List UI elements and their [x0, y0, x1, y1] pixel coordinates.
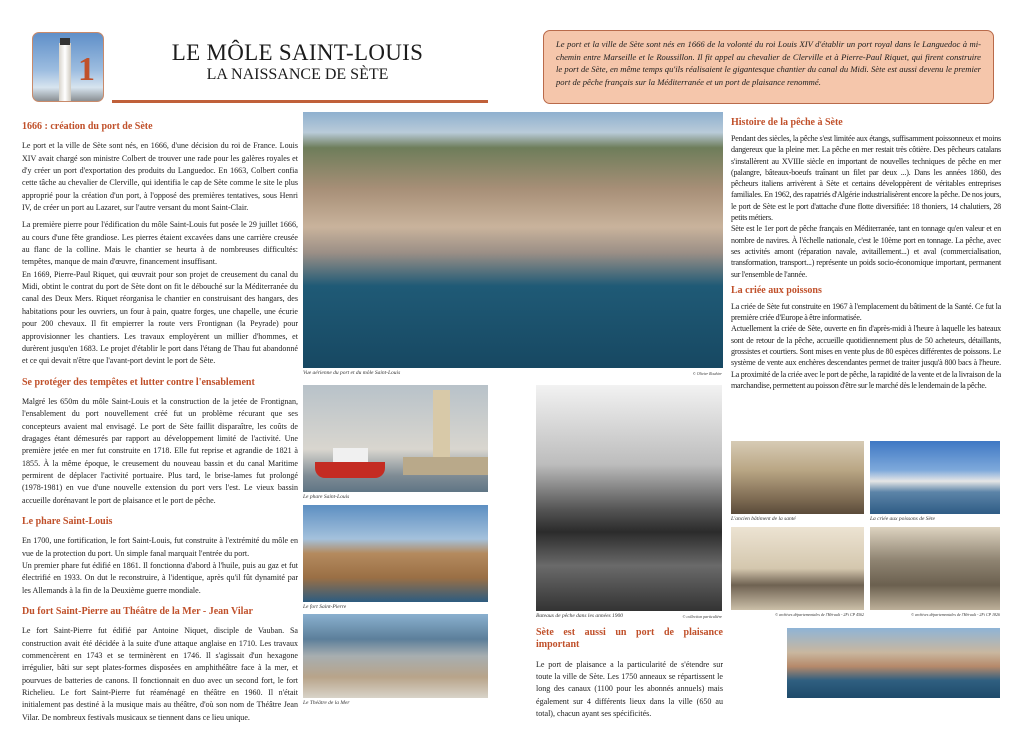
photo-credit: © archives départementales de l'Hérault - 2Fi CP 4562	[775, 612, 864, 617]
photo-credit: © archives départementales de l'Hérault - 2Fi CP 1826	[911, 612, 1000, 617]
paragraph: Actuellement la criée de Sète, ouverte en fin d'après-midi à l'heure à laquelle les bateaux sont de retour de la pêche, accueille quotidiennement plus de 50 acheteurs, détaillants, grossistes et courtiers. Sont mises en vente plus de 80 espèces différentes de poissons. Le système de vente aux enchères descendantes permet de traiter jusqu'à 800 bacs à l'heure. La proximité de la criée avec le port de pêche, la rapidité de la vente et de la livraison de la marchandise, permettent au poisson d'être sur le marché dès le lendemain de la pêche.	[731, 324, 1001, 390]
section-heading: Se protéger des tempêtes et lutter contre l'ensablement	[22, 376, 255, 388]
right-column	[731, 117, 1001, 396]
historic-boats-photo	[536, 385, 722, 611]
photo-caption: Le phare Saint-Louis	[303, 494, 350, 500]
paragraph: La première pierre pour l'édification du môle Saint-Louis fut posée le 29 juillet 1666, au cours d'une fête grandiose. Les pierres étaient excavées dans une carrière creusée au flanc de la colline. Mais le chantier se heurta à de nombreuses difficultés: tempêtes, manque de main d'œuvre, financement insuffisant.	[22, 220, 298, 267]
sailboats-postcard	[731, 527, 864, 610]
section-heading: La criée aux poissons	[731, 284, 822, 296]
paragraph: Le port et la ville de Sète sont nés, en 1666, d'une décision du roi de France. Louis XIV avait chargé son ministre Colbert de trouver une rade pour les galères royales et d'y créer un port d'exportation des produits du Languedoc. En 1663, Colbert confia cette tâche au chevalier de Clerville, qui identifia le cap de Sète comme le site le plus approprié pour la création d'un port, à l'opposé des premières tentatives, sous Henri IV, de créer un port au Lazaret, sur l'autre versant du mont Saint-Clair.	[22, 141, 298, 213]
photo-caption: Vue aérienne du port et du môle Saint-Louis	[303, 370, 401, 376]
section-heading: 1666 : création du port de Sète	[22, 121, 153, 132]
paragraph: En 1669, Pierre-Paul Riquet, qui œuvrait pour son projet de creusement du canal du Midi, obtint le contrat du port de Sète dont on fit le débouché sur la Méditerranée du canal des Deux Mers. Riquet réorganisa le chantier en construisant des hangars, des habitations pour les ouvriers, un four à pain, quatre forges, une chapelle, une écurie pour 200 chevaux. Il fit empierrer la route vers Frontignan (la Peyrade) pour approvisionner les chantiers. Les travaux employèrent un millier d'hommes, et durèrent jusqu'en 1683. Le projet d'établir le port dans l'étang de Thau fut abandonné et ce qui devait n'être que l'avant-port devint le port de Sète.	[22, 269, 298, 366]
section-heading: Sète est aussi un port de plaisance important	[536, 627, 723, 651]
section-heading: Histoire de la pêche à Sète	[731, 117, 843, 128]
photo-credit: © collection particulière	[682, 614, 722, 619]
paragraph: Pendant des siècles, la pêche s'est limitée aux étangs, suffisamment poissonneux et moins dangereux que la pleine mer. La pêche en mer restait très côtière. Des pêcheurs catalans s'installèrent au XVIIIe siècle en important de nouvelles techniques de pêche en mer (palangre, bâteaux-boeufs traînant un filet par deux ...). Dans les années 1860, des pêcheurs italiens arrivèrent à Sète et certains développèrent de véritables entreprises familiales. En 1962, des rapatriés d'Algérie industrialisèrent encore la pêche. De nos jours, le port de Sète est le port d'attache d'une flotte diversifiée: 18 thoniers, 14 chalutiers, 28 petits métiers.	[731, 134, 1001, 223]
page-subtitle: LA NAISSANCE DE SÈTE	[206, 66, 389, 83]
phare-photo	[303, 385, 488, 492]
criee-photo	[870, 441, 1000, 514]
section-peche	[731, 117, 1001, 280]
section-ensablement	[22, 377, 298, 507]
photo-caption: Le fort Saint-Pierre	[303, 604, 347, 610]
section-heading: Le phare Saint-Louis	[22, 515, 113, 527]
paragraph: Le fort Saint-Pierre fut édifié par Antoine Niquet, disciple de Vauban. Sa construction avait été décidée à la suite d'une attaque anglaise en 1710. Les travaux commencèrent en 1743 et se terminèrent en 1746. Il s'agissait d'un hexagone irrégulier, bâti sur sept plates-formes disposées en amphithéâtre face à la mer, et pourvues de batteries de canons. Il fonctionnait en duo avec un second fort, le fort Richelieu. Le fort Saint-Pierre fut réaménagé en théâtre en 1960. Il n'était initialement pas destiné à la musique mais au théâtre, d'où son nom de Théâtre Jean Vilar. De nombreux festivals musicaux se tiennent dans ce lieu unique.	[22, 626, 298, 722]
marina-photo	[787, 628, 1000, 698]
left-column	[22, 121, 298, 733]
photo-caption: L'ancien bâtiment de la santé	[731, 516, 796, 522]
section-fort	[22, 606, 298, 724]
intro-box: Le port et la ville de Sète sont nés en 1666 de la volonté du roi Louis XIV d'établir un port royal dans le Languedoc à mi-chemin entre Marseille et le Roussillon. Il fit appel au chevalier de Clerville et à Pierre-Paul Riquet, qui firent construire le port de Sète, en même temps qu'ils réalisaient le gigantesque chantier du canal du Midi. Sète est aussi devenu le premier port de pêche français sur la Méditerranée et un port de plaisance renommé.	[543, 30, 994, 104]
section-number: 1	[78, 51, 95, 88]
section-number-badge	[32, 32, 104, 102]
section-criee	[731, 285, 1001, 391]
boat-cabin-shape	[333, 448, 368, 462]
paragraph: Un premier phare fut édifié en 1861. Il fonctionna d'abord à l'huile, puis au gaz et fut électrifié en 1933. On dut le reconstruire, à l'identique, après qu'il fût dynamité par les Allemands à la fin de la Deuxième guerre mondiale.	[22, 561, 298, 595]
section-creation	[22, 121, 298, 368]
lighthouse-lantern	[60, 38, 70, 45]
paragraph: La criée de Sète fut construite en 1967 à l'emplacement du bâtiment de la Santé. Ce fut la première criée d'Europe à être informatisée.	[731, 301, 1001, 323]
paragraph: Le port de plaisance a la particularité de s'étendre sur toute la ville de Sète. Les 1750 anneaux se répartissent le long des canaux (1100 pour les abonnés annuels) mais également sur 4 différents lieux dans la ville (650 au total), chacun ayant ses spécificités.	[536, 659, 723, 719]
section-phare	[22, 516, 298, 597]
fort-photo	[303, 505, 488, 602]
paragraph: En 1700, une fortification, le fort Saint-Louis, fut construite à l'extrémité du môle en vue de la protection du port. Un simple fanal marquait l'entrée du port.	[22, 536, 298, 558]
title-divider	[112, 100, 488, 103]
aerial-port-photo	[303, 112, 723, 368]
photo-credit: © Olivier Rouhier	[692, 371, 722, 376]
lighthouse-image	[59, 43, 71, 101]
photo-caption: Bateaux de pêche dans les années 1900	[536, 613, 624, 619]
sante-building-photo	[731, 441, 864, 514]
photo-caption: La criée aux poissons de Sète	[870, 516, 935, 522]
paragraph: Malgré les 650m du môle Saint-Louis et la construction de la jetée de Frontignan, l'ensablement du port nouvellement créé fut un problème récurant que ses concepteurs avaient mal envisagé. Le port de Sète faillit disparaître, les coûts de dragages étant démesurés par rapport au développement limité de l'activité. Une première jetée en mer fut construite en 1718. Elle fut reprise et agrandie de 1821 à 1855. À la même époque, le creusement du nouveau bassin et du canal Maritime permirent de déplacer l'activité portuaire. Plus tard, le brise-lames fut prolongé (1978-1981) en vue d'une nouvelle extension du port vers l'est. Le vieux bassin accueille dorénavant le port de plaisance et le port de pêche.	[22, 396, 298, 505]
paragraph: Sète est le 1er port de pêche français en Méditerranée, tant en tonnage qu'en valeur et en nombre de navires. À l'échelle nationale, c'est le 10ème port en tonnage. La pêche, avec ses activités amont (réparation navale, avitaillement...) et aval (commercialisation, transformation, transport...) représente un poids socio-économique important, permanent sur l'ensemble de l'année.	[731, 224, 1001, 279]
section-heading: Du fort Saint-Pierre au Théâtre de la Mer - Jean Vilar	[22, 606, 253, 618]
lighthouse-shape	[433, 390, 450, 460]
jetty-shape	[403, 457, 488, 475]
theatre-photo	[303, 614, 488, 698]
section-plaisance	[536, 627, 723, 725]
page-title: LE MÔLE SAINT-LOUIS	[171, 40, 424, 65]
photo-caption: Le Théâtre de la Mer	[303, 700, 350, 706]
boat-hull-shape	[315, 462, 385, 478]
fish-market-postcard	[870, 527, 1000, 610]
